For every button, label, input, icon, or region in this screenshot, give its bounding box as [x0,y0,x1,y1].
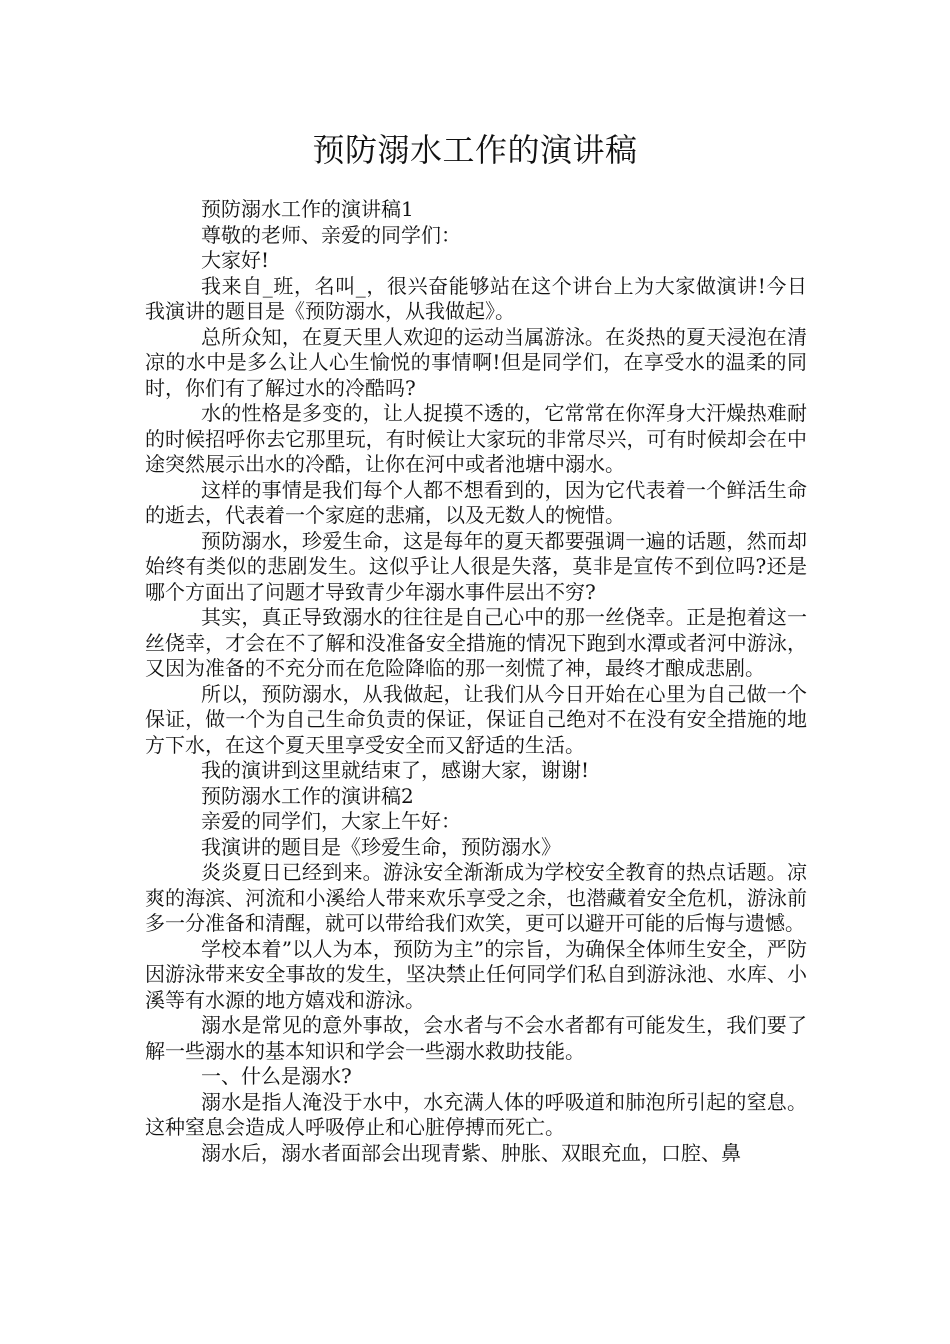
paragraph: 我来自_班，名叫_，很兴奋能够站在这个讲台上为大家做演讲!今日我演讲的题目是《预防溺水，从我做起》。 [145,273,807,323]
paragraph: 水的性格是多变的，让人捉摸不透的，它常常在你浑身大汗燥热难耐的时候招呼你去它那里玩，有时候让大家玩的非常尽兴，可有时候却会在中途突然展示出水的冷酷，让你在河中或者池塘中溺水。 [145,401,807,476]
paragraph: 我演讲的题目是《珍爱生命，预防溺水》 [201,834,561,859]
paragraph: 溺水是常见的意外事故，会水者与不会水者都有可能发生，我们要了解一些溺水的基本知识和学会一些溺水救助技能。 [145,1013,807,1063]
paragraph: 预防溺水工作的演讲稿1 [201,197,414,221]
paragraph: 溺水后，溺水者面部会出现青紫、肿胀、双眼充血，口腔、鼻 [201,1140,741,1165]
paragraph: 这样的事情是我们每个人都不想看到的，因为它代表着一个鲜活生命的逝去，代表着一个家庭的悲痛，以及无数人的惋惜。 [145,477,807,527]
paragraph: 所以，预防溺水，从我做起，让我们从今日开始在心里为自己做一个保证，做一个为自己生命负责的保证，保证自己绝对不在没有安全措施的地方下水，在这个夏天里享受安全而又舒适的生活。 [145,681,807,757]
paragraph: 尊敬的老师、亲爱的同学们： [201,222,461,247]
paragraph: 亲爱的同学们，大家上午好： [201,809,461,833]
paragraph: 预防溺水，珍爱生命，这是每年的夏天都要强调一遍的话题，然而却始终有类似的悲剧发生。这似乎让人很是失落，莫非是宣传不到位吗?还是哪个方面出了问题才导致青少年溺水事件层出不穷? [145,528,807,604]
paragraph: 我的演讲到这里就结束了，感谢大家，谢谢! [201,758,590,782]
paragraph: 学校本着”以人为本，预防为主”的宗旨，为确保全体师生安全，严防因游泳带来安全事故的发生，坚决禁止任何同学们私自到游泳池、水库、小溪等有水源的地方嬉戏和游泳。 [145,936,807,1012]
paragraph: 炎炎夏日已经到来。游泳安全渐渐成为学校安全教育的热点话题。凉爽的海滨、河流和小溪给人带来欢乐享受之余，也潜藏着安全危机，游泳前多一分准备和清醒，就可以带给我们欢笑，更可以避开可能的后悔与遗憾。 [145,860,807,935]
paragraph: 总所众知，在夏天里人欢迎的运动当属游泳。在炎热的夏天浸泡在清凉的水中是多么让人心生愉悦的事情啊!但是同学们，在享受水的温柔的同时，你们有了解过水的冷酷吗? [145,324,807,400]
paragraph: 一、什么是溺水? [201,1064,352,1088]
paragraph: 溺水是指人淹没于水中，水充满人体的呼吸道和肺泡所引起的窒息。这种窒息会造成人呼吸停止和心脏停搏而死亡。 [145,1089,807,1139]
page-title: 预防溺水工作的演讲稿 [312,131,638,169]
document-body [145,197,807,1166]
paragraph: 大家好! [201,248,270,272]
paragraph: 预防溺水工作的演讲稿2 [201,783,414,808]
paragraph: 其实，真正导致溺水的往往是自己心中的那一丝侥幸。正是抱着这一丝侥幸，才会在不了解和没准备安全措施的情况下跑到水潭或者河中游泳，又因为准备的不充分而在危险降临的那一刻慌了神，最终才酿成悲剧。 [145,605,807,680]
